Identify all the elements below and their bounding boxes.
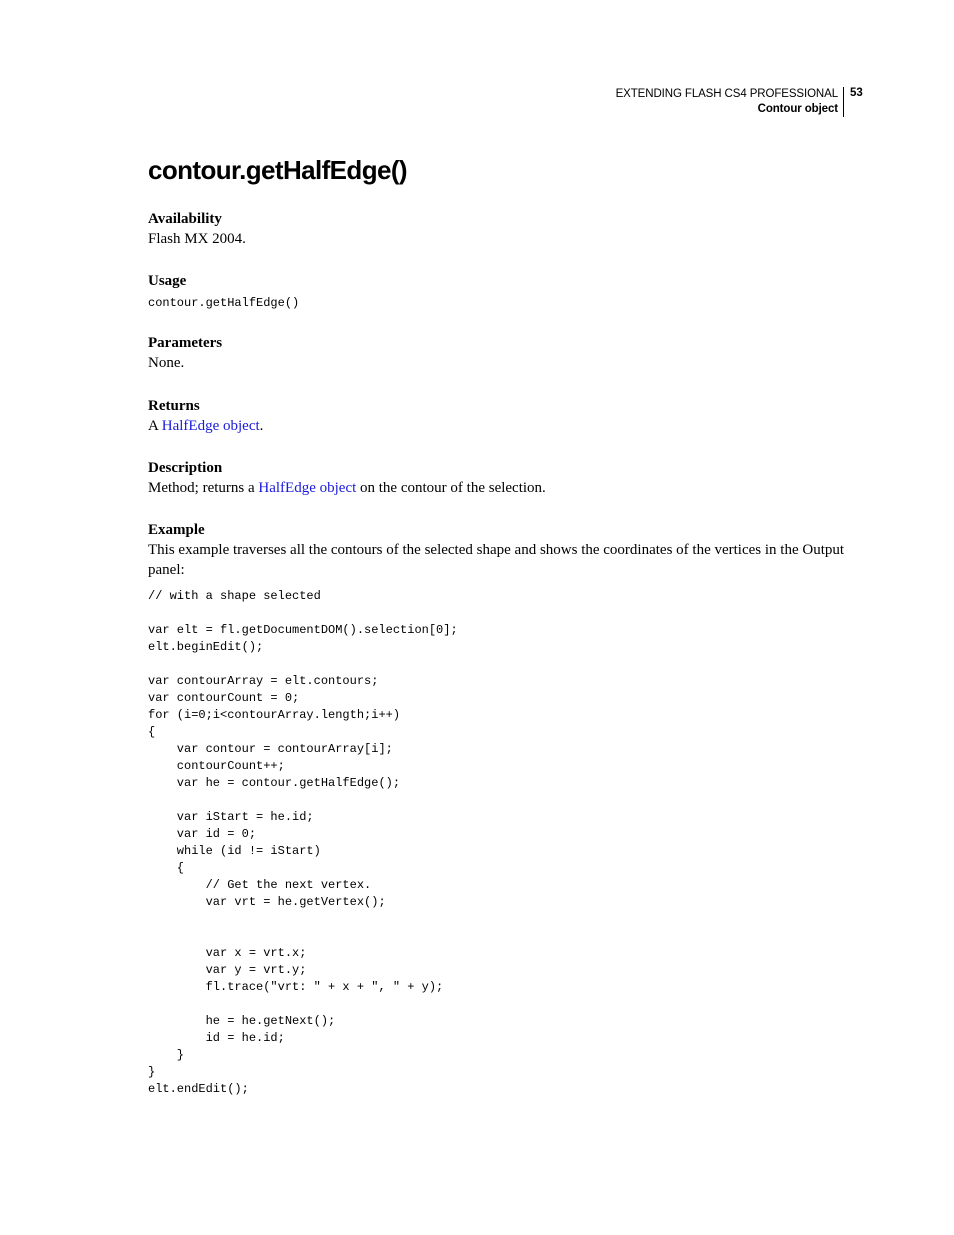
- description-heading: Description: [148, 460, 223, 476]
- returns-heading: Returns: [148, 398, 200, 414]
- halfedge-object-link[interactable]: HalfEdge object: [161, 418, 260, 434]
- availability-text: Flash MX 2004.: [148, 231, 246, 247]
- availability-heading: Availability: [148, 211, 222, 227]
- example-text: This example traverses all the contours of the selected shape and shows the coordinates of the vertices in the Output panel:: [148, 542, 845, 578]
- parameters-text: None.: [148, 355, 185, 371]
- example-section: [148, 520, 848, 1098]
- running-header: [616, 87, 844, 117]
- returns-section: [148, 396, 263, 436]
- page-title: contour.getHalfEdge(): [148, 155, 407, 185]
- section-title: Contour object: [757, 103, 838, 115]
- usage-section: [148, 271, 299, 312]
- description-prefix: Method; returns a: [148, 480, 259, 496]
- returns-text: [148, 416, 263, 436]
- returns-suffix: .: [259, 418, 264, 434]
- availability-section: [148, 209, 246, 249]
- page-number: 53: [850, 87, 863, 99]
- description-text: [148, 478, 546, 498]
- main-content: [148, 150, 848, 1096]
- description-suffix: on the contour of the selection.: [356, 480, 546, 496]
- usage-heading: Usage: [148, 273, 187, 289]
- parameters-heading: Parameters: [148, 335, 223, 351]
- halfedge-object-link[interactable]: HalfEdge object: [258, 480, 357, 496]
- description-section: [148, 458, 546, 498]
- usage-code: contour.getHalfEdge(): [148, 296, 300, 310]
- example-heading: Example: [148, 522, 205, 538]
- returns-prefix: A: [148, 418, 162, 434]
- example-code: // with a shape selected var elt = fl.getDocumentDOM().selection[0]; elt.beginEdit(); var contourArray = elt.contours; var contourCount = 0; for (i=0;i<contourArray.length;i++) { var contour = contourArray[i]; contourCount++; var he = contour.getHalfEdge(); var iStart = he.id; var id = 0; while (id != iStart) { // Get the next vertex. var vrt = he.getVertex(); var x = vrt.x; var y = vrt.y; fl.trace("vrt: " + x + ", " + y); he = he.getNext(); id = he.id; } } elt.endEdit();: [148, 589, 458, 1096]
- parameters-section: [148, 333, 222, 373]
- book-title: EXTENDING FLASH CS4 PROFESSIONAL: [615, 88, 838, 100]
